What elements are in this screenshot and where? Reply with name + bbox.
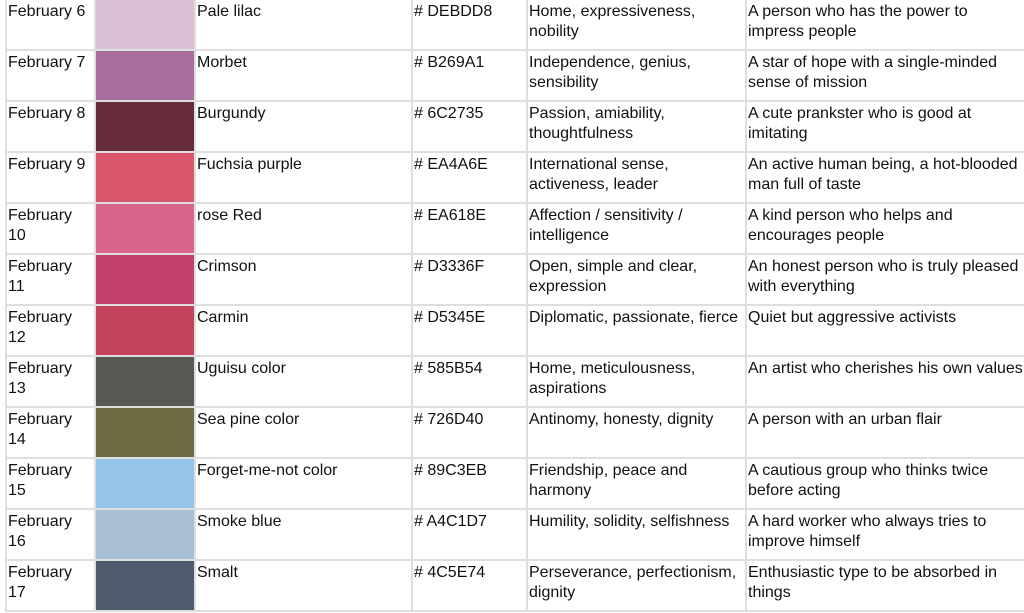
color-swatch [95, 203, 195, 254]
color-name-cell: rose Red [195, 203, 412, 254]
table-row [6, 356, 1024, 407]
hex-code-cell: # B269A1 [412, 50, 527, 101]
table-row [6, 560, 1024, 611]
personality-cell: An artist who cherishes his own values [746, 356, 1024, 407]
personality-cell: Quiet but aggressive activists [746, 305, 1024, 356]
table-row [6, 152, 1024, 203]
color-name-cell: Smalt [195, 560, 412, 611]
date-cell: February 12 [6, 305, 95, 356]
meaning-cell: Friendship, peace and harmony [527, 458, 746, 509]
hex-code-cell: # 585B54 [412, 356, 527, 407]
hex-code-cell: # 6C2735 [412, 101, 527, 152]
date-cell: February 9 [6, 152, 95, 203]
personality-cell: A person with an urban flair [746, 407, 1024, 458]
color-name-cell: Carmin [195, 305, 412, 356]
personality-cell: A star of hope with a single-minded sense of mission [746, 50, 1024, 101]
meaning-cell: Passion, amiability, thoughtfulness [527, 101, 746, 152]
color-swatch [95, 509, 195, 560]
hex-code-cell: # 89C3EB [412, 458, 527, 509]
table-row [6, 611, 1024, 612]
personality-cell: A person who has the power to impress people [746, 0, 1024, 50]
color-swatch [95, 560, 195, 611]
table-row [6, 509, 1024, 560]
date-cell: February 11 [6, 254, 95, 305]
table-row [6, 0, 1024, 50]
personality-cell: A hard worker who always tries to improve himself [746, 509, 1024, 560]
meaning-cell [527, 611, 746, 612]
color-swatch [95, 356, 195, 407]
color-swatch [95, 611, 195, 612]
meaning-cell: Home, meticulousness, aspirations [527, 356, 746, 407]
table-row [6, 458, 1024, 509]
color-swatch [95, 152, 195, 203]
hex-code-cell [412, 611, 527, 612]
personality-cell: A cute prankster who is good at imitating [746, 101, 1024, 152]
personality-cell: A cautious group who thinks twice before acting [746, 458, 1024, 509]
hex-code-cell: # 4C5E74 [412, 560, 527, 611]
meaning-cell: International sense, activeness, leader [527, 152, 746, 203]
color-swatch [95, 458, 195, 509]
hex-code-cell: # 726D40 [412, 407, 527, 458]
personality-cell: Enthusiastic type to be absorbed in things [746, 560, 1024, 611]
color-name-cell: Pale lilac [195, 0, 412, 50]
color-name-cell: Crimson [195, 254, 412, 305]
meaning-cell: Perseverance, perfectionism, dignity [527, 560, 746, 611]
color-name-cell: Fuchsia purple [195, 152, 412, 203]
date-cell: February 13 [6, 356, 95, 407]
meaning-cell: Humility, solidity, selfishness [527, 509, 746, 560]
table-row [6, 407, 1024, 458]
color-swatch [95, 407, 195, 458]
color-swatch [95, 50, 195, 101]
date-cell: February 14 [6, 407, 95, 458]
color-name-cell [195, 611, 412, 612]
hex-code-cell: # D5345E [412, 305, 527, 356]
color-name-cell: Morbet [195, 50, 412, 101]
date-cell: February 17 [6, 560, 95, 611]
color-swatch [95, 101, 195, 152]
hex-code-cell: # EA618E [412, 203, 527, 254]
hex-code-cell: # DEBDD8 [412, 0, 527, 50]
color-name-cell: Smoke blue [195, 509, 412, 560]
personality-cell: An active human being, a hot-blooded man full of taste [746, 152, 1024, 203]
personality-cell [746, 611, 1024, 612]
meaning-cell: Antinomy, honesty, dignity [527, 407, 746, 458]
date-cell [6, 611, 95, 612]
table-row [6, 50, 1024, 101]
color-swatch [95, 254, 195, 305]
color-name-cell: Forget-me-not color [195, 458, 412, 509]
color-swatch [95, 305, 195, 356]
color-name-cell: Sea pine color [195, 407, 412, 458]
table-row [6, 101, 1024, 152]
date-cell: February 6 [6, 0, 95, 50]
personality-cell: An honest person who is truly pleased with everything [746, 254, 1024, 305]
date-cell: February 15 [6, 458, 95, 509]
color-swatch [95, 0, 195, 50]
meaning-cell: Diplomatic, passionate, fierce [527, 305, 746, 356]
table-row [6, 305, 1024, 356]
personality-cell: A kind person who helps and encourages people [746, 203, 1024, 254]
hex-code-cell: # EA4A6E [412, 152, 527, 203]
table-row [6, 203, 1024, 254]
birthday-color-table [5, 0, 1024, 612]
meaning-cell: Independence, genius, sensibility [527, 50, 746, 101]
meaning-cell: Open, simple and clear, expression [527, 254, 746, 305]
table-row [6, 254, 1024, 305]
hex-code-cell: # A4C1D7 [412, 509, 527, 560]
meaning-cell: Home, expressiveness, nobility [527, 0, 746, 50]
meaning-cell: Affection / sensitivity / intelligence [527, 203, 746, 254]
color-name-cell: Burgundy [195, 101, 412, 152]
date-cell: February 7 [6, 50, 95, 101]
color-name-cell: Uguisu color [195, 356, 412, 407]
date-cell: February 16 [6, 509, 95, 560]
date-cell: February 10 [6, 203, 95, 254]
hex-code-cell: # D3336F [412, 254, 527, 305]
date-cell: February 8 [6, 101, 95, 152]
